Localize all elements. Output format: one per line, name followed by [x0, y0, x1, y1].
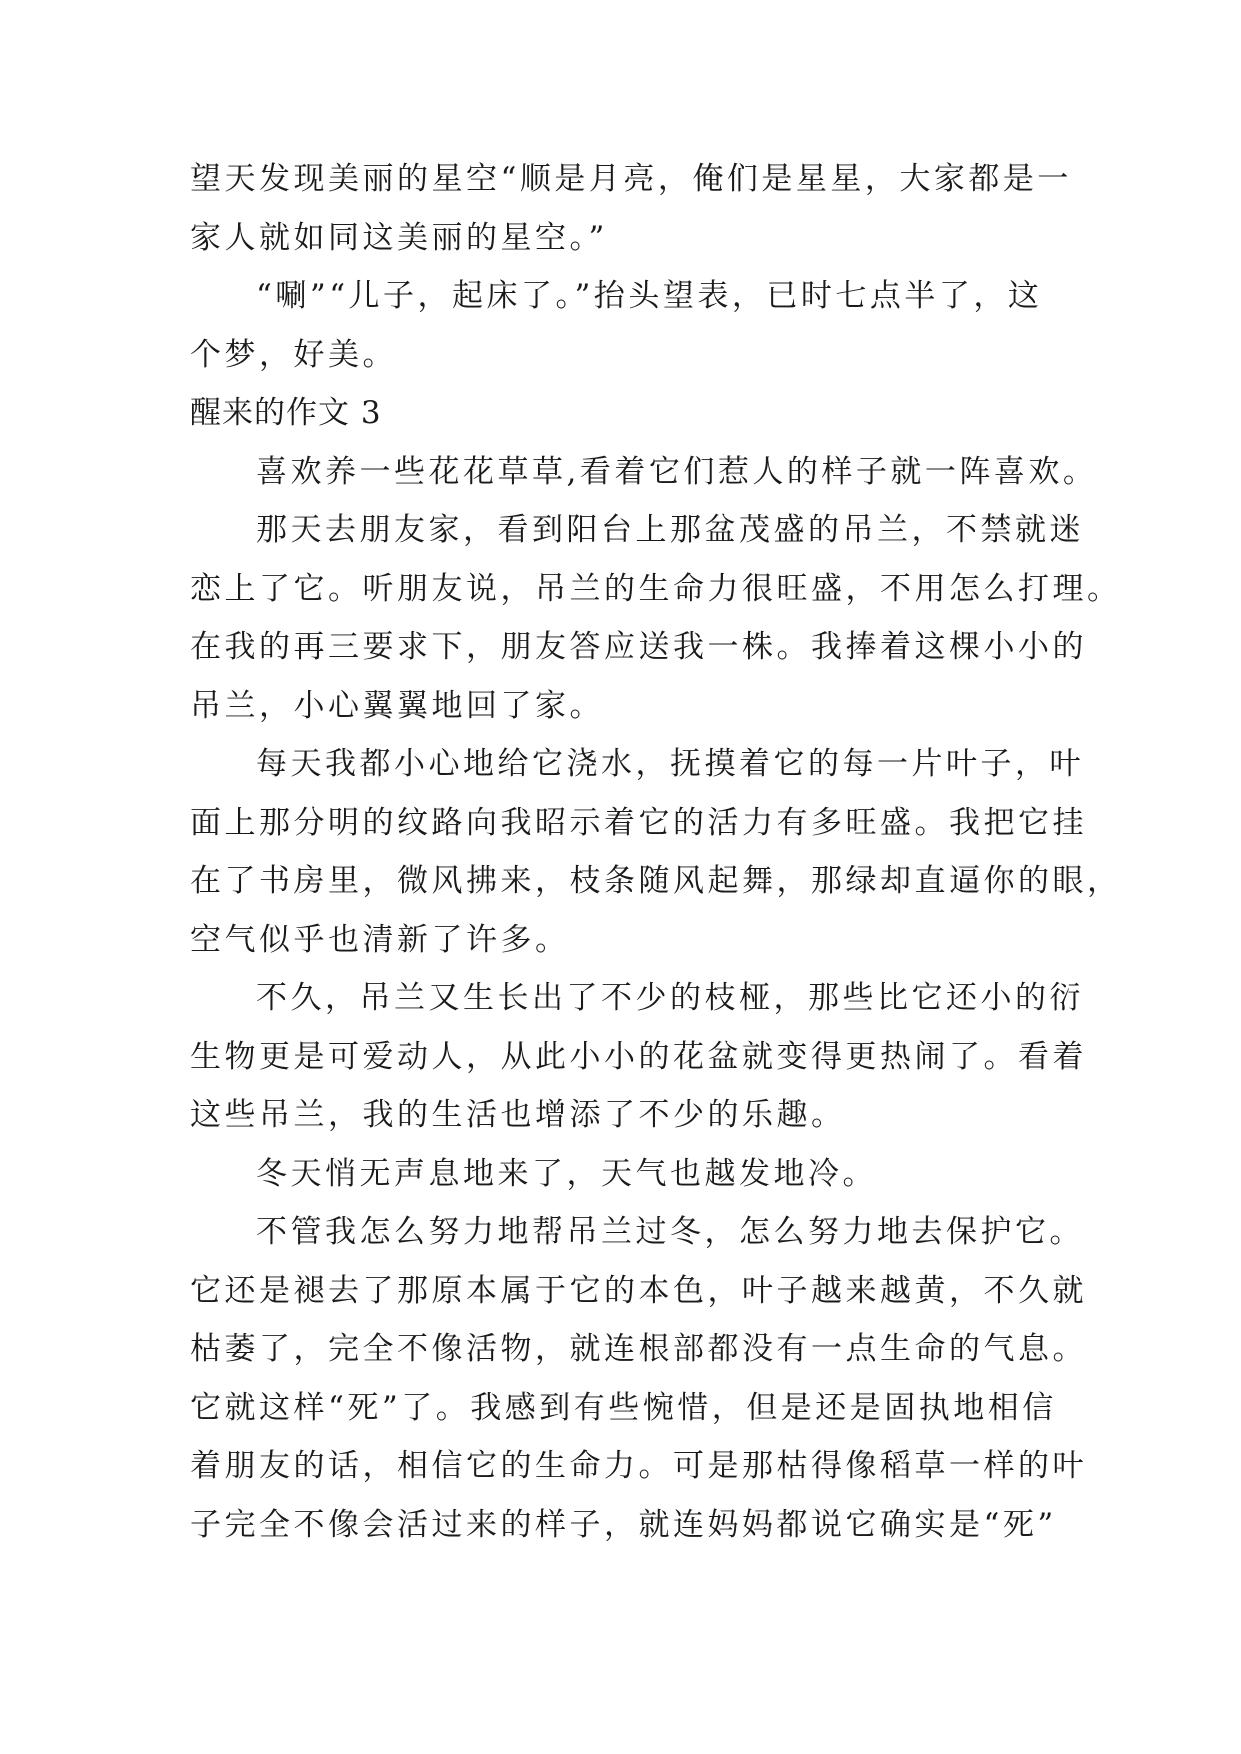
text-line: 它就这样“死”了。我感到有些惋惜，但是还是固执地相信	[190, 1389, 1057, 1426]
text-line: 不久，吊兰又生长出了不少的枝桠，那些比它还小的衍	[256, 980, 1084, 1016]
text-line: 那天去朋友家，看到阳台上那盆茂盛的吊兰，不禁就迷	[256, 512, 1084, 548]
section-heading	[190, 384, 1050, 443]
text-line: 子完全不像会活过来的样子，就连妈妈都说它确实是“死”	[190, 1506, 1057, 1543]
text-line: 个梦，好美。	[190, 336, 397, 373]
paragraph	[190, 969, 1087, 1145]
text-line: 它还是褪去了那原本属于它的本色，叶子越来越黄，不久就	[190, 1272, 1087, 1309]
text-line: 枯萎了，完全不像活物，就连根部都没有一点生命的气息。	[190, 1331, 1087, 1367]
document-body	[190, 150, 1122, 1554]
text-line: 每天我都小心地给它浇水，抚摸着它的每一片叶子，叶	[256, 746, 1084, 782]
text-line: 空气似乎也清新了许多。	[190, 921, 570, 958]
text-line: 冬天悄无声息地来了，天气也越发地冷。	[256, 1155, 877, 1192]
text-line: “唰”“儿子，起床了。”抬头望表，已时七点半了，这	[256, 278, 1043, 314]
paragraph	[190, 501, 1122, 735]
text-line: 面上那分明的纹路向我昭示着它的活力有多旺盛。我把它挂	[190, 804, 1087, 841]
paragraph	[190, 443, 1098, 502]
text-line: 吊兰，小心翼翼地回了家。	[190, 687, 604, 724]
text-line: 在了书房里，微风拂来，枝条随风起舞，那绿却直逼你的眼，	[190, 863, 1122, 899]
heading-text: 醒来的作文 3	[190, 395, 382, 431]
text-line: 喜欢养一些花花草草,看着它们惹人的样子就一阵喜欢。	[256, 453, 1098, 490]
paragraph	[190, 735, 1122, 969]
text-line: 望天发现美丽的星空“顺是月亮，俺们是星星，大家都是一	[190, 161, 1072, 197]
text-line: 这些吊兰，我的生活也增添了不少的乐趣。	[190, 1097, 846, 1133]
text-line: 不管我怎么努力地帮吊兰过冬，怎么努力地去保护它。	[256, 1214, 1084, 1250]
paragraph	[190, 150, 1072, 267]
text-line: 恋上了它。听朋友说，吊兰的生命力很旺盛，不用怎么打理。	[190, 570, 1122, 607]
paragraph	[190, 267, 1050, 384]
text-line: 在我的再三要求下，朋友答应送我一株。我捧着这棵小小的	[190, 629, 1087, 665]
text-line: 家人就如同这美丽的星空。”	[190, 219, 608, 256]
paragraph	[190, 1145, 1050, 1204]
paragraph	[190, 1203, 1087, 1554]
text-line: 着朋友的话，相信它的生命力。可是那枯得像稻草一样的叶	[190, 1448, 1087, 1484]
text-line: 生物更是可爱动人，从此小小的花盆就变得更热闹了。看着	[190, 1038, 1087, 1075]
